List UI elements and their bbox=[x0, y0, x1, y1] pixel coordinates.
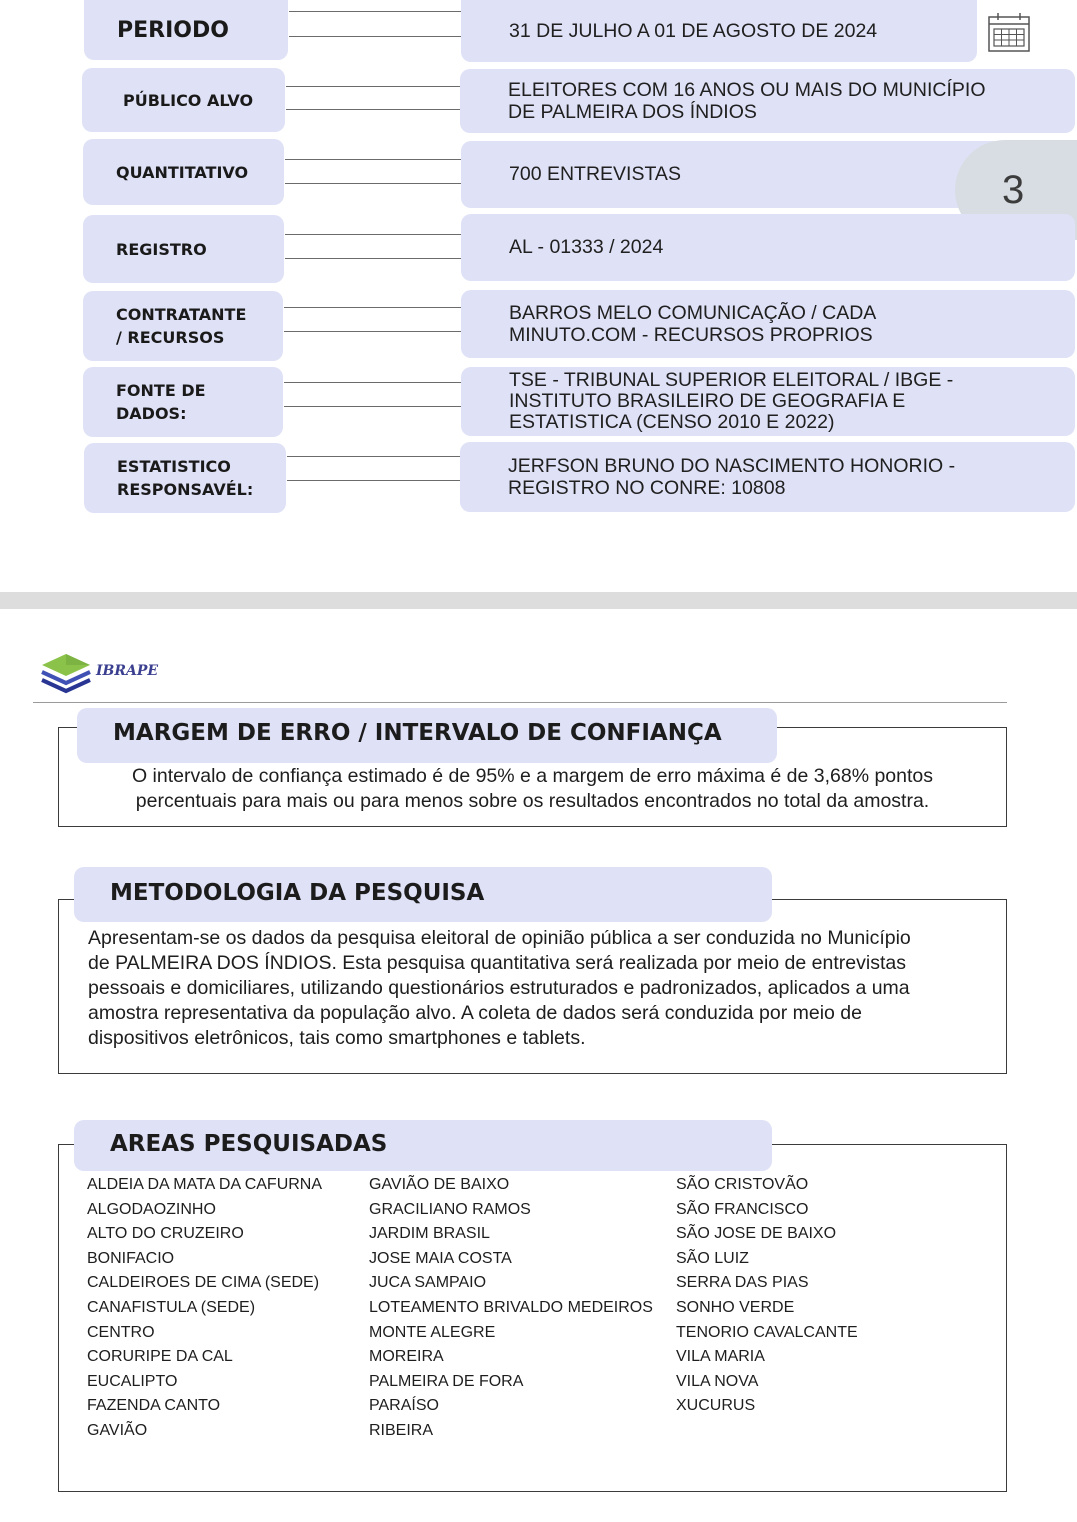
info-value-line: TSE - TRIBUNAL SUPERIOR ELEITORAL / IBGE - bbox=[509, 369, 954, 391]
metodologia-text-line: pessoais e domiciliares, utilizando questionários estruturados e padronizados, aplicados a uma bbox=[88, 977, 910, 999]
info-value-contratante bbox=[461, 290, 1075, 358]
info-label-line: RESPONSAVÉL: bbox=[117, 480, 254, 499]
area-item: PARAÍSO bbox=[369, 1397, 439, 1415]
info-value-line: BARROS MELO COMUNICAÇÃO / CADA bbox=[509, 302, 877, 324]
info-label-periodo bbox=[84, 0, 288, 60]
area-item: SONHO VERDE bbox=[676, 1298, 795, 1316]
area-item: ALDEIA DA MATA DA CAFURNA bbox=[87, 1176, 323, 1193]
connector-line bbox=[289, 11, 461, 12]
metodologia-text-line: Apresentam-se os dados da pesquisa eleitoral de opinião pública a ser conduzida no Município bbox=[88, 927, 911, 949]
info-value-fonte-de-dados bbox=[461, 367, 1075, 436]
info-label-publico-alvo bbox=[82, 68, 285, 132]
info-label-fonte-de-dados bbox=[83, 367, 283, 437]
connector-line bbox=[286, 86, 460, 87]
metodologia-text bbox=[88, 926, 1003, 1051]
ibrape-logo bbox=[38, 650, 98, 698]
info-label-line: QUANTITATIVO bbox=[116, 162, 249, 182]
connector-line bbox=[285, 258, 461, 259]
area-item: MONTE ALEGRE bbox=[369, 1323, 496, 1341]
area-item: SÃO FRANCISCO bbox=[676, 1200, 809, 1218]
metodologia-text-line: amostra representativa da população alvo. A coleta de dados será conduzida por meio de bbox=[88, 1002, 863, 1024]
connector-line bbox=[286, 109, 460, 110]
area-item: ALGODAOZINHO bbox=[87, 1200, 216, 1218]
info-label-line: PERIODO bbox=[117, 17, 229, 43]
ibrape-logo-text: IBRAPE bbox=[96, 663, 159, 679]
page-number: 3 bbox=[1002, 168, 1025, 212]
area-item: GAVIÃO DE BAIXO bbox=[369, 1176, 510, 1193]
area-item: TENORIO CAVALCANTE bbox=[676, 1323, 858, 1341]
area-item: FAZENDA CANTO bbox=[87, 1397, 221, 1415]
area-item: CENTRO bbox=[87, 1323, 155, 1341]
area-item: VILA NOVA bbox=[676, 1372, 759, 1390]
area-item: EUCALIPTO bbox=[87, 1372, 178, 1390]
info-label-line: ESTATISTICO bbox=[117, 457, 231, 476]
info-label-line: DADOS: bbox=[116, 404, 187, 423]
margem-text-line: O intervalo de confiança estimado é de 95% e a margem de erro máxima é de 3,68% pontos bbox=[131, 765, 934, 787]
info-label-line: REGISTRO bbox=[116, 239, 207, 259]
areas-column-3 bbox=[676, 1173, 858, 1419]
area-item: CORURIPE DA CAL bbox=[87, 1348, 233, 1366]
area-item: MOREIRA bbox=[369, 1348, 444, 1366]
connector-line bbox=[285, 159, 461, 160]
info-label-line: CONTRATANTE bbox=[116, 305, 247, 324]
area-item: LOTEAMENTO BRIVALDO MEDEIROS bbox=[369, 1298, 653, 1316]
area-item: VILA MARIA bbox=[676, 1348, 765, 1366]
area-item: GAVIÃO bbox=[87, 1421, 148, 1439]
area-item: RIBEIRA bbox=[369, 1421, 434, 1439]
area-item: JUCA SAMPAIO bbox=[369, 1274, 487, 1292]
info-value-line: JERFSON BRUNO DO NASCIMENTO HONORIO - bbox=[508, 455, 956, 477]
info-label-quantitativo bbox=[83, 139, 284, 205]
info-value-publico-alvo bbox=[460, 69, 1075, 133]
area-item: ALTO DO CRUZEIRO bbox=[87, 1225, 244, 1243]
connector-line bbox=[289, 36, 461, 37]
info-value-line: ESTATISTICA (CENSO 2010 E 2022) bbox=[509, 411, 835, 433]
area-item: CANAFISTULA (SEDE) bbox=[87, 1298, 256, 1316]
area-item: JOSE MAIA COSTA bbox=[369, 1249, 512, 1267]
info-value-line: 31 DE JULHO A 01 DE AGOSTO DE 2024 bbox=[509, 20, 878, 42]
areas-section-title: AREAS PESQUISADAS bbox=[110, 1131, 388, 1157]
info-label-line: FONTE DE bbox=[116, 381, 206, 400]
info-value-line: REGISTRO NO CONRE: 10808 bbox=[508, 477, 786, 499]
connector-line bbox=[284, 331, 461, 332]
connector-line bbox=[284, 382, 461, 383]
calendar-icon bbox=[987, 11, 1031, 53]
areas-column-1 bbox=[87, 1173, 322, 1444]
connector-line bbox=[285, 183, 461, 184]
metodologia-text-line: de PALMEIRA DOS ÍNDIOS. Esta pesquisa quantitativa será realizada por meio de entrevistas bbox=[88, 952, 906, 974]
info-label-registro bbox=[83, 215, 284, 283]
area-item: CALDEIROES DE CIMA (SEDE) bbox=[87, 1274, 320, 1292]
connector-line bbox=[284, 307, 461, 308]
area-item: SÃO CRISTOVÃO bbox=[676, 1176, 809, 1193]
area-item: SERRA DAS PIAS bbox=[676, 1274, 809, 1292]
margem-section-title: MARGEM DE ERRO / INTERVALO DE CONFIANÇA bbox=[113, 720, 722, 746]
margem-text-line: percentuais para mais ou para menos sobre os resultados encontrados no total da amostra. bbox=[135, 790, 930, 812]
area-item: XUCURUS bbox=[676, 1397, 756, 1415]
metodologia-section-title: METODOLOGIA DA PESQUISA bbox=[110, 880, 485, 906]
connector-line bbox=[287, 480, 460, 481]
info-value-line: 700 ENTREVISTAS bbox=[509, 163, 681, 185]
info-label-line: PÚBLICO ALVO bbox=[123, 90, 254, 110]
info-value-line: AL - 01333 / 2024 bbox=[509, 236, 664, 258]
info-value-periodo bbox=[461, 0, 977, 62]
info-label-line: / RECURSOS bbox=[116, 328, 225, 347]
connector-line bbox=[287, 456, 460, 457]
info-value-estatistico bbox=[460, 442, 1075, 512]
metodologia-text-line: dispositivos eletrônicos, tais como smartphones e tablets. bbox=[88, 1027, 586, 1049]
area-item: JARDIM BRASIL bbox=[369, 1225, 490, 1243]
page-separator bbox=[0, 592, 1077, 609]
info-value-line: MINUTO.COM - RECURSOS PROPRIOS bbox=[509, 324, 873, 346]
areas-column-2 bbox=[369, 1173, 653, 1444]
area-item: SÃO JOSE DE BAIXO bbox=[676, 1225, 837, 1243]
logo-rule bbox=[33, 702, 1007, 703]
info-value-line: ELEITORES COM 16 ANOS OU MAIS DO MUNICÍPIO bbox=[508, 79, 986, 101]
info-value-line: DE PALMEIRA DOS ÍNDIOS bbox=[508, 101, 757, 123]
area-item: PALMEIRA DE FORA bbox=[369, 1372, 524, 1390]
info-value-registro bbox=[461, 214, 1075, 281]
info-label-estatistico bbox=[84, 443, 286, 513]
info-label-contratante bbox=[83, 291, 283, 361]
info-value-line: INSTITUTO BRASILEIRO DE GEOGRAFIA E bbox=[509, 390, 906, 412]
area-item: BONIFACIO bbox=[87, 1249, 175, 1267]
margem-text bbox=[58, 764, 1007, 814]
area-item: GRACILIANO RAMOS bbox=[369, 1200, 531, 1218]
connector-line bbox=[285, 234, 461, 235]
area-item: SÃO LUIZ bbox=[676, 1249, 749, 1267]
connector-line bbox=[284, 406, 461, 407]
